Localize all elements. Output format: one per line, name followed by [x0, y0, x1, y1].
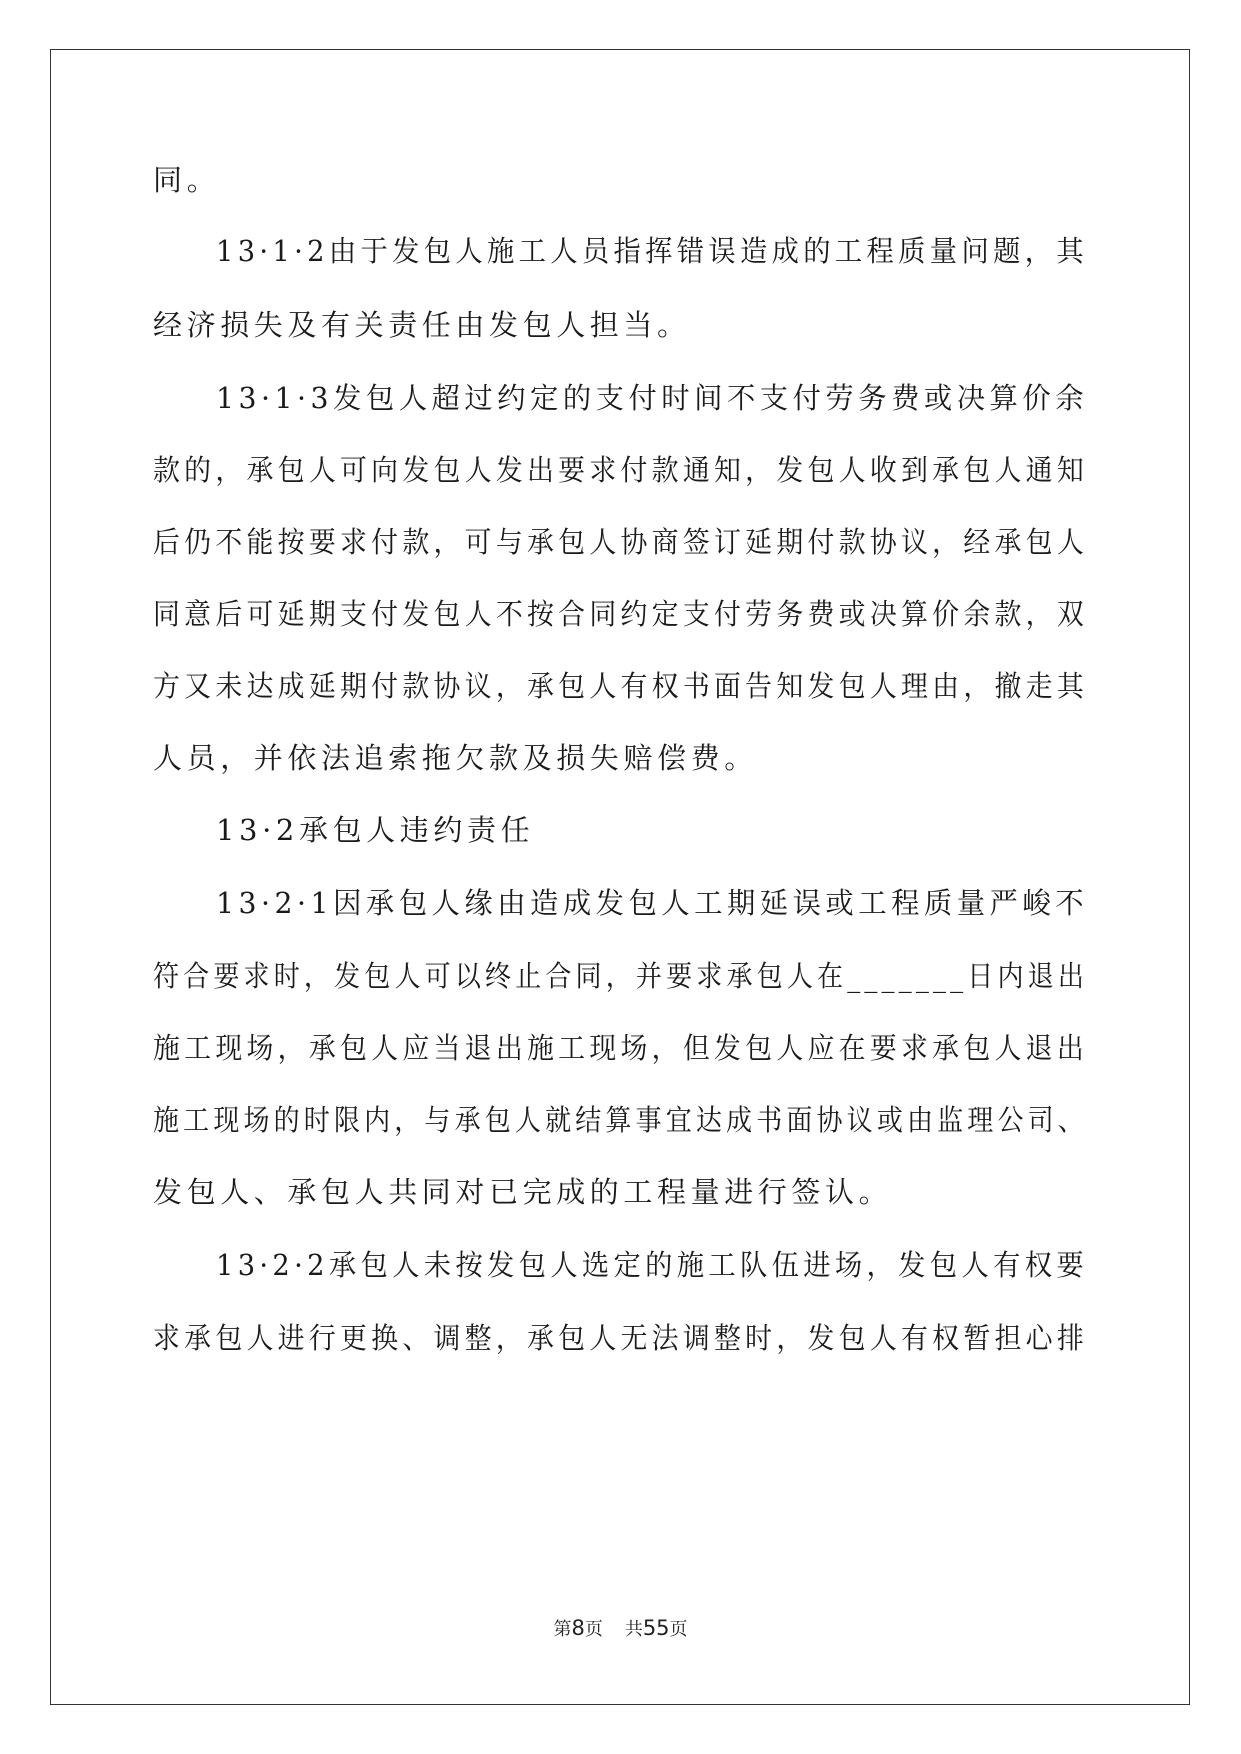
paragraph-line: 13·1·2由于发包人施工人员指挥错误造成的工程质量问题，其: [216, 234, 1088, 268]
paragraph-line: 后仍不能按要求付款，可与承包人协商签订延期付款协议，经承包人: [153, 525, 1089, 559]
paragraph-line: 发包人、承包人共同对已完成的工程量进行签认。: [153, 1175, 893, 1209]
total-pages: 55: [642, 1616, 670, 1640]
page-border: [50, 49, 1190, 1705]
paragraph-line: 施工现场的时限内，与承包人就结算事宜达成书面协议或由监理公司、: [153, 1103, 1088, 1137]
paragraph-line: 人员，并依法追索拖欠款及损失赔偿费。: [153, 741, 758, 775]
paragraph-line: 施工现场，承包人应当退出施工现场，但发包人应在要求承包人退出: [153, 1031, 1089, 1065]
page-suffix: 页: [584, 1619, 603, 1640]
section-heading: 13·2承包人违约责任: [216, 813, 535, 847]
total-suffix: 页: [669, 1619, 688, 1640]
page-footer: [0, 1616, 1241, 1642]
paragraph-line: 同意后可延期支付发包人不按合同约定支付劳务费或决算价余款，双: [153, 597, 1089, 631]
paragraph-line: 13·2·2承包人未按发包人选定的施工队伍进场，发包人有权要: [216, 1248, 1088, 1282]
paragraph-line: 方又未达成延期付款协议，承包人有权书面告知发包人理由，撤走其: [153, 669, 1089, 703]
paragraph-line: 符合要求时，发包人可以终止合同，并要求承包人在_______日内退出: [153, 959, 1089, 993]
paragraph-line: 经济损失及有关责任由发包人担当。: [153, 308, 691, 342]
page-number: 8: [571, 1616, 585, 1640]
paragraph-line: 同。: [153, 163, 221, 197]
paragraph-line: 13·2·1因承包人缘由造成发包人工期延误或工程质量严峻不: [216, 886, 1089, 920]
page-prefix: 第: [553, 1619, 572, 1640]
paragraph-line: 款的，承包人可向发包人发出要求付款通知，发包人收到承包人通知: [153, 453, 1089, 487]
total-prefix: 共: [624, 1619, 643, 1640]
paragraph-line: 13·1·3发包人超过约定的支付时间不支付劳务费或决算价余: [216, 381, 1089, 415]
paragraph-line: 求承包人进行更换、调整，承包人无法调整时，发包人有权暂担心排: [153, 1321, 1089, 1355]
